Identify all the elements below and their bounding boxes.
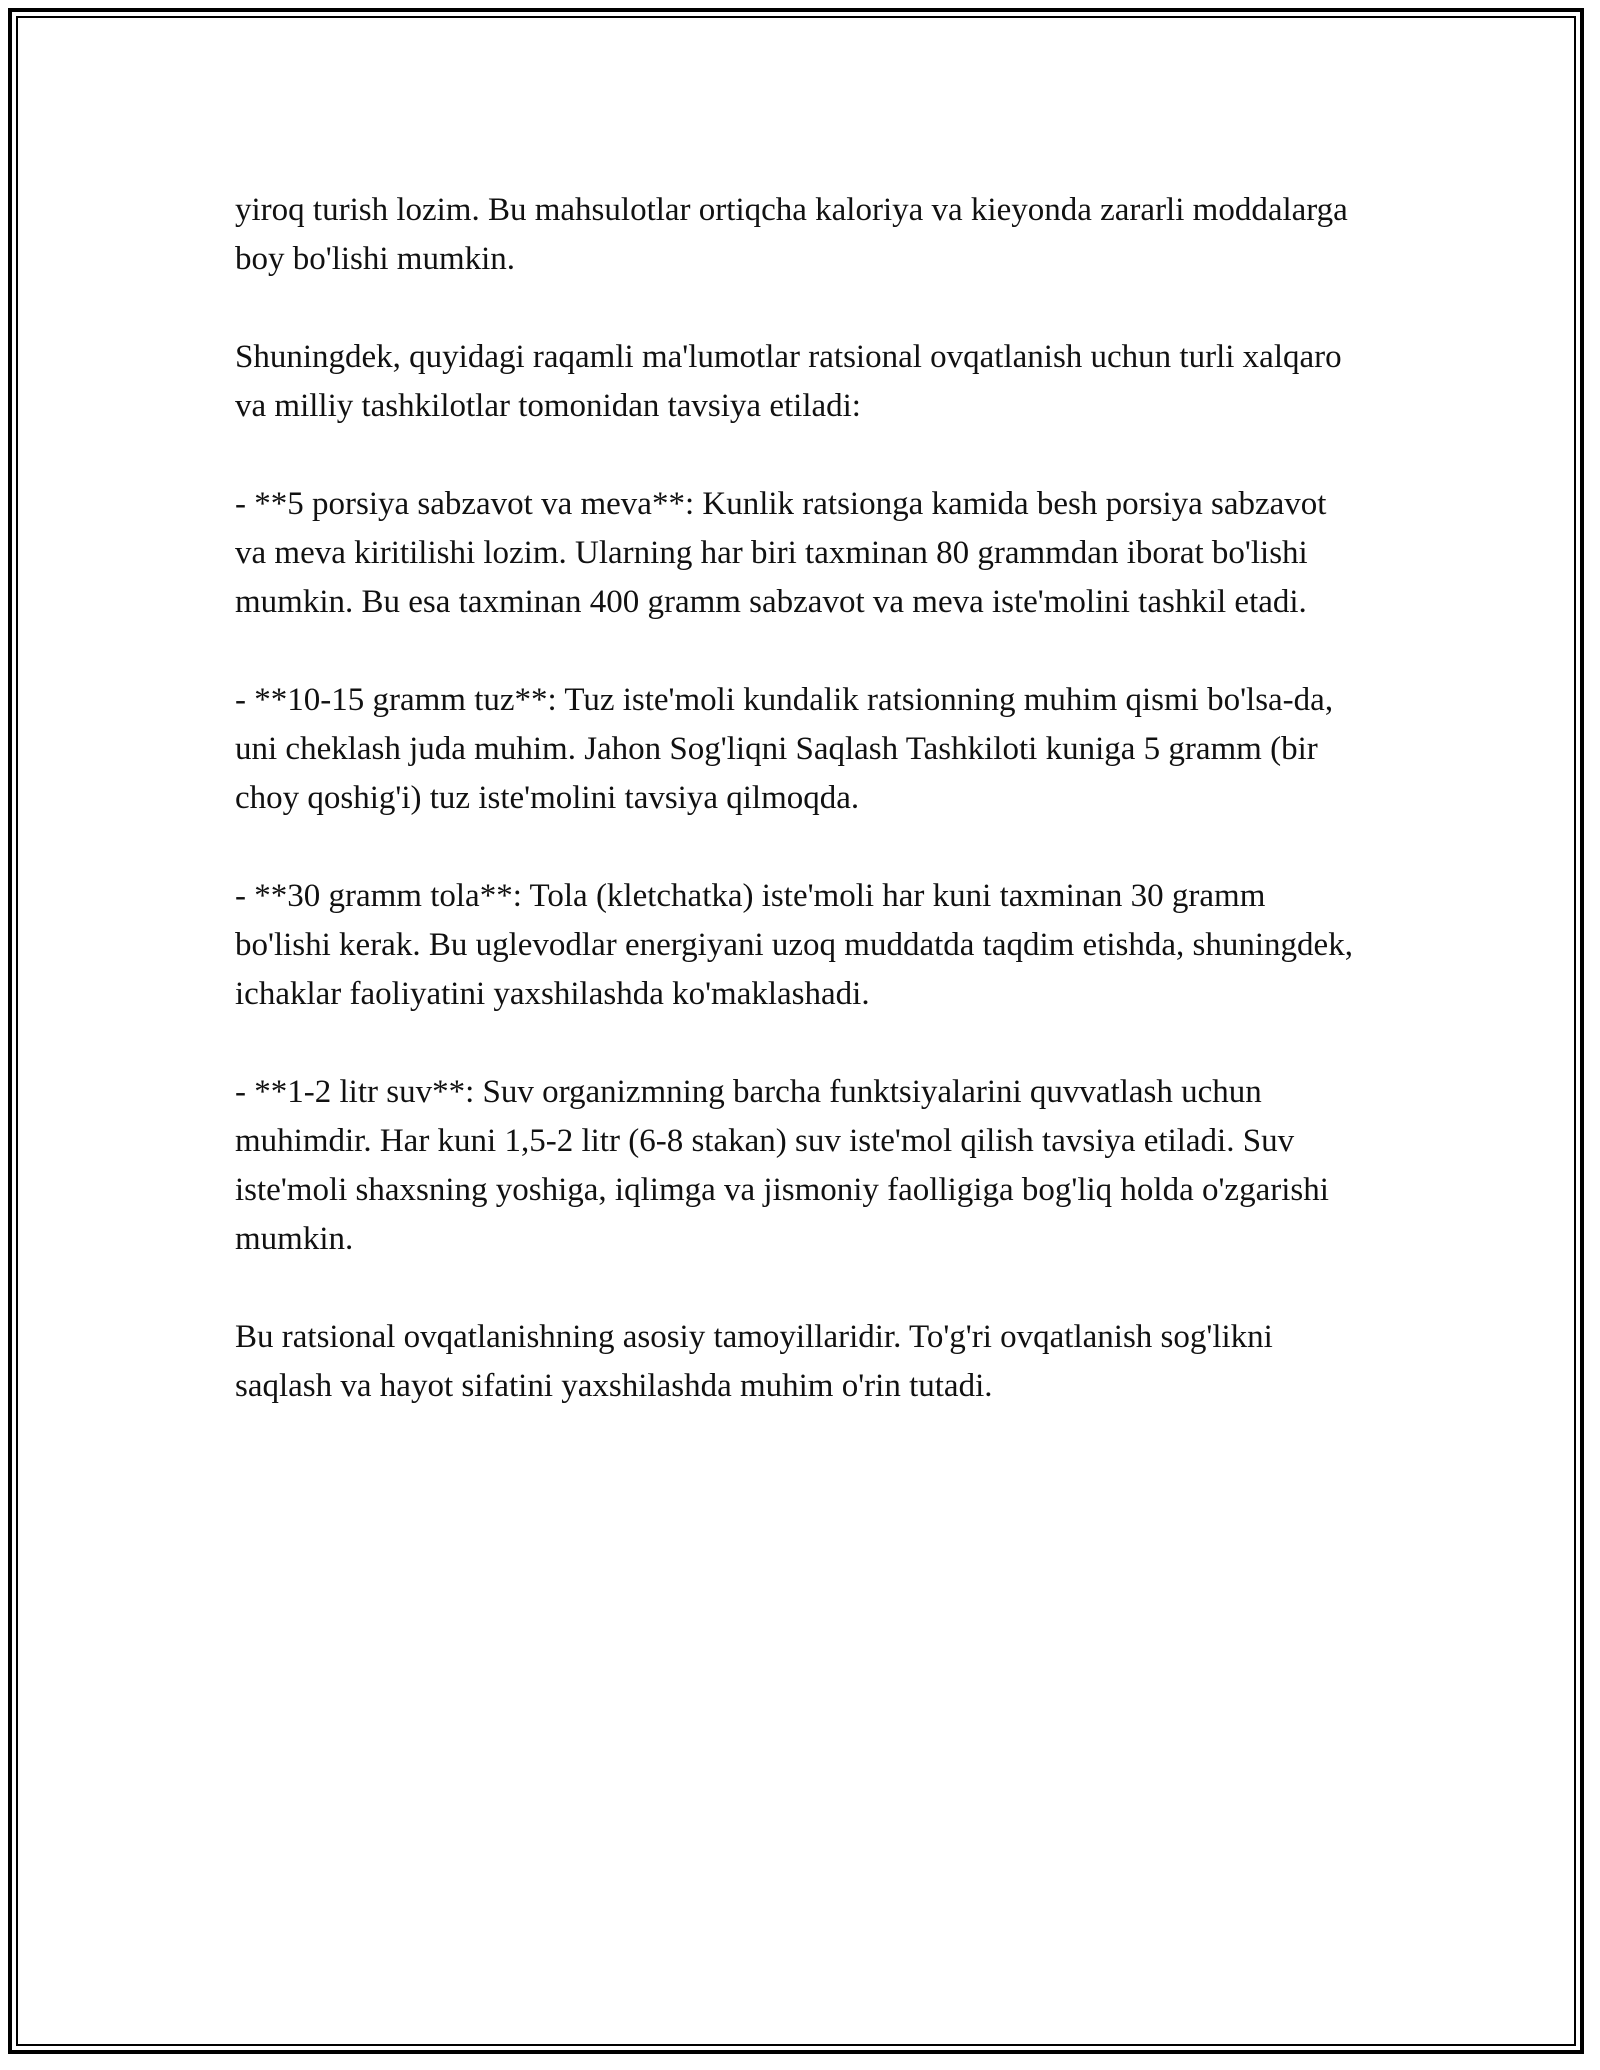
list-item-fiber: - **30 gramm tola**: Tola (kletchatka) iste'moli har kuni taxminan 30 gramm bo'lishi kerak. Bu uglevodlar energiyani uzoq muddatda taqdim etishda, shuningdek, ichaklar faoliyatini yaxshilashda ko'maklashadi. [235,878,1353,1012]
list-item-water: - **1-2 litr suv**: Suv organizmning barcha funktsiyalarini quvvatlash uchun muhimdir. Har kuni 1,5-2 litr (6-8 stakan) suv iste'mol qilish tavsiya etiladi. Suv iste'moli shaxsning yoshiga, iqlimga va jismoniy faolligiga bog'liq holda o'zgarishi mumkin. [235,1074,1329,1257]
paragraph-conclusion: Bu ratsional ovqatlanishning asosiy tamoyillaridir. To'g'ri ovqatlanish sog'likni saqlash va hayot sifatini yaxshilashda muhim o'rin tutadi. [235,1319,1273,1404]
paragraph-intro: Shuningdek, quyidagi raqamli ma'lumotlar ratsional ovqatlanish uchun turli xalqaro va milliy tashkilotlar tomonidan tavsiya etiladi: [235,339,1342,424]
list-item-salt: - **10-15 gramm tuz**: Tuz iste'moli kundalik ratsionning muhim qismi bo'lsa-da, uni cheklash juda muhim. Jahon Sog'liqni Saqlash Tashkiloti kuniga 5 gramm (bir choy qoshig'i) tuz iste'molini tavsiya qilmoqda. [235,682,1334,816]
paragraph-continuation: yiroq turish lozim. Bu mahsulotlar ortiqcha kaloriya va kieyonda zararli moddalarga boy bo'lishi mumkin. [235,192,1348,277]
list-item-vegetables-fruits: - **5 porsiya sabzavot va meva**: Kunlik ratsionga kamida besh porsiya sabzavot va meva kiritilishi lozim. Ularning har biri taxminan 80 grammdan iborat bo'lishi mumkin. Bu esa taxminan 400 gramm sabzavot va meva iste'molini tashkil etadi. [235,486,1327,620]
document-body [235,186,1365,1411]
